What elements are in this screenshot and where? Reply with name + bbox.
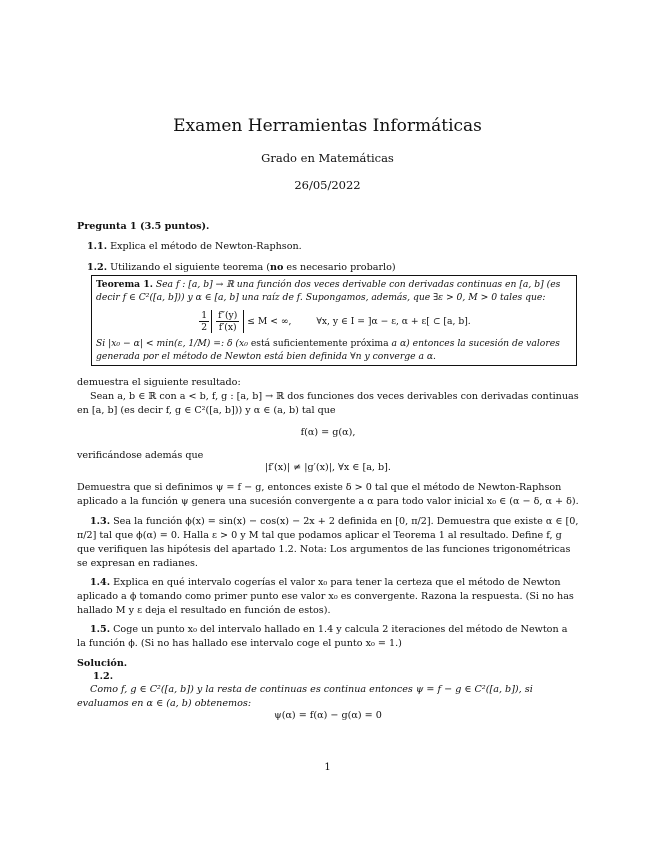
question-1-heading: Pregunta 1 (3.5 puntos). bbox=[77, 221, 210, 232]
q12-text-b: es necesario probarlo) bbox=[283, 262, 396, 273]
question-1-5: 1.5. Coge un punto x₀ del intervalo hallado en 1.4 y calcula 2 iteraciones del método de Newton a la función ϕ. (Si no has hallado ese intervalo coge el punto x₀ = 1.) bbox=[77, 624, 568, 649]
q11-number: 1.1. bbox=[87, 241, 108, 252]
theorem-condition bbox=[96, 310, 572, 333]
page-title: Examen Herramientas Informáticas bbox=[173, 116, 482, 136]
q12-text-a: Utilizando el siguiente teorema ( bbox=[110, 262, 270, 273]
equation-2: |f′(x)| ≠ |g′(x)|, ∀x ∈ [a, b]. bbox=[265, 462, 391, 473]
condition-forall: ∀x, y ∈ I = ]α − ε, α + ε[ ⊂ [a, b]. bbox=[316, 316, 471, 327]
half-fraction: $\frac{1}{2}$ bbox=[201, 310, 208, 333]
theorem-statement bbox=[96, 278, 572, 304]
q12-no: no bbox=[269, 262, 284, 273]
body-p1: demuestra el siguiente resultado: bbox=[77, 377, 241, 388]
question-1-1 bbox=[87, 240, 579, 254]
body-p2: Sean a, b ∈ ℝ con a < b, f, g : [a, b] → ℝ dos funciones dos veces derivables con derivadas continuas en [a, b] (es decir f, g ∈ C²([a, b])) y α ∈ (a, b) tal que bbox=[77, 391, 579, 416]
question-1-2 bbox=[87, 261, 579, 275]
ratio-abs bbox=[211, 310, 244, 333]
theorem-line-2: Si |x₀ − α| < min(ε, 1/M) =: δ (x₀ está suficientemente próxima a α) entonces la sucesión de valores generada por el método de Newton está bien definida ∀n y converge a α. bbox=[96, 338, 560, 362]
page-subtitle: Grado en Matemáticas bbox=[261, 151, 394, 165]
condition-tail: ≤ M < ∞, bbox=[247, 316, 292, 327]
exam-date: 26/05/2022 bbox=[294, 178, 361, 192]
theorem-line-1: Sea f : [a, b] → ℝ una función dos veces derivable con derivadas continuas en [a, b] (es decir f ∈ C²([a, b])) y α ∈ [a, b] una raíz de f. Supongamos, además, que ∃ε > 0, M > 0 tales que: bbox=[96, 279, 561, 303]
ratio-fraction: $\frac{f''(y)}{f'(x)}$ bbox=[218, 310, 238, 333]
question-1-3: 1.3. Sea la función ϕ(x) = sin(x) − cos(x) − 2x + 2 definida en [0, π/2]. Demuestra que existe α ∈ [0, π/2] tal que ϕ(α) = 0. Halla ε > 0 y M tal que podamos aplicar el Teorema 1 al resultado. Define f, g que verifiquen las hipótesis del apartado 1.2. Nota: Los argumentos de las funciones trigonométricas se expresan en radianes. bbox=[77, 516, 579, 569]
solution-equation: ψ(α) = f(α) − g(α) = 0 bbox=[274, 710, 382, 721]
theorem-box bbox=[91, 275, 577, 366]
q11-text: Explica el método de Newton-Raphson. bbox=[110, 241, 302, 252]
q12-number: 1.2. bbox=[87, 262, 108, 273]
body-p3: verificándose además que bbox=[77, 450, 204, 461]
solution-subheading: 1.2. bbox=[93, 671, 114, 682]
solution-heading: Solución. bbox=[77, 658, 128, 669]
theorem-label: Teorema 1. bbox=[96, 279, 153, 290]
body-p4: Demuestra que si definimos ψ = f − g, entonces existe δ > 0 tal que el método de Newton-Raphson aplicado a la función ψ genera una sucesión convergente a α para todo valor inicial x₀ ∈ (α − δ, α + δ). bbox=[77, 482, 579, 507]
page-number: 1 bbox=[324, 762, 331, 773]
solution-text: Como f, g ∈ C²([a, b]) y la resta de continuas es continua entonces ψ = f − g ∈ C²([a, b]), si evaluamos en α ∈ (a, b) obtenemos: bbox=[77, 684, 533, 709]
equation-1: f(α) = g(α), bbox=[300, 427, 356, 438]
question-1-4: 1.4. Explica en qué intervalo cogerías el valor x₀ para tener la certeza que el método de Newton aplicado a ϕ tomando como primer punto ese valor x₀ es convergente. Razona la respuesta. (Si no has hallado M y ε deja el resultado en función de estos). bbox=[77, 577, 574, 616]
